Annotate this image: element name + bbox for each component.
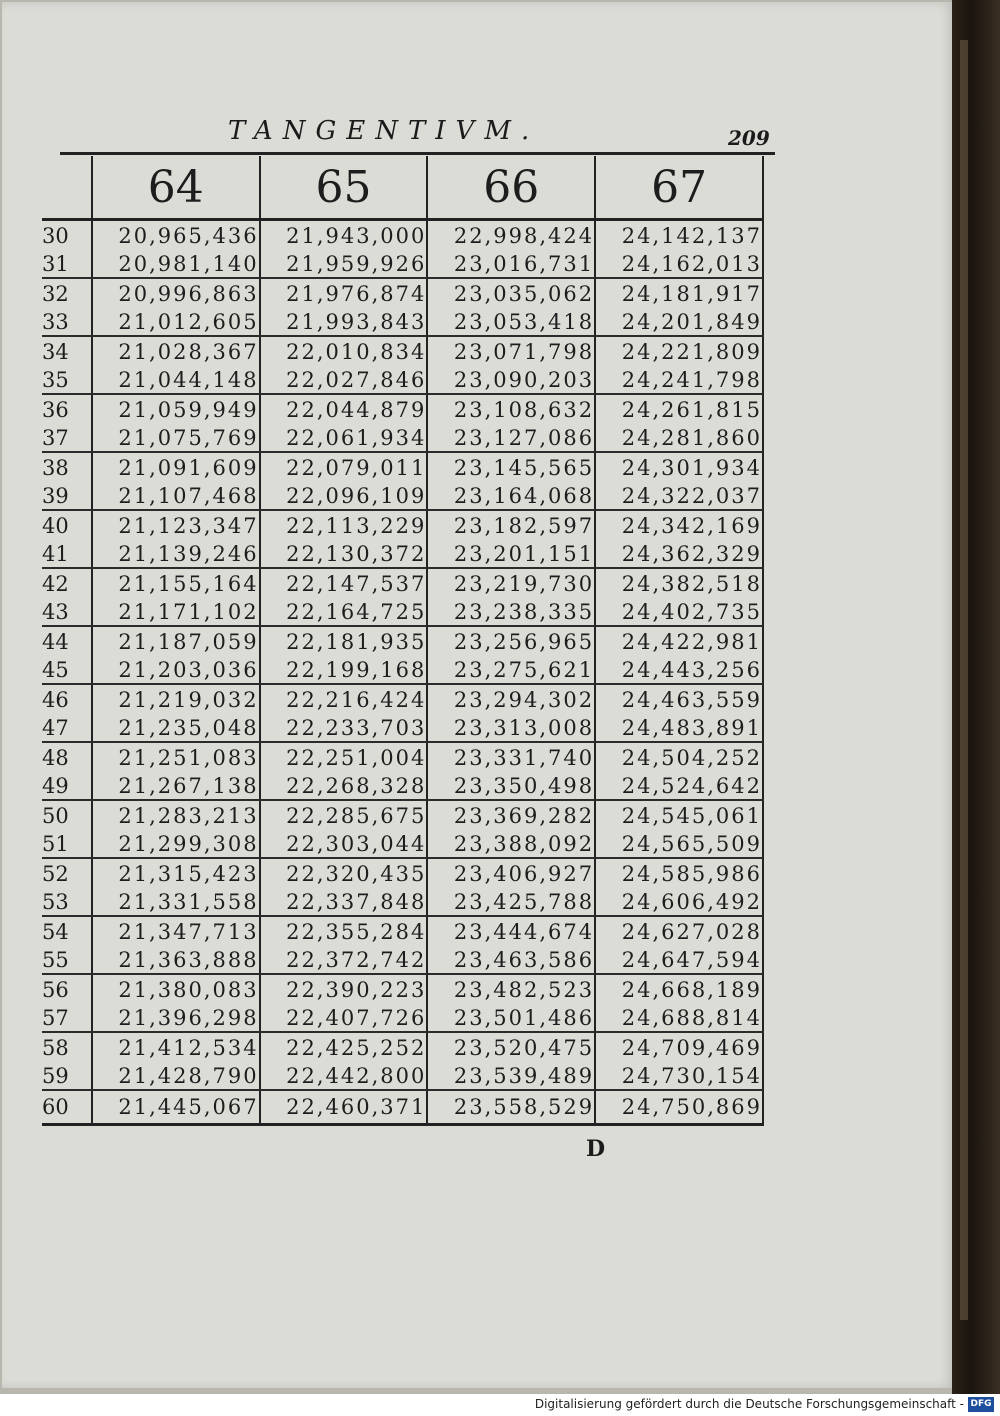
- tangent-value: 21,396,298: [92, 1004, 260, 1032]
- tangent-value: 21,155,164: [92, 568, 260, 598]
- minute-label: 31: [42, 250, 92, 278]
- tangent-value: 23,201,151: [427, 540, 595, 568]
- table-row: [42, 800, 763, 830]
- minute-label: 49: [42, 772, 92, 800]
- tangent-value: 24,221,809: [595, 336, 763, 366]
- table-row: [42, 742, 763, 772]
- tangent-value: 21,187,059: [92, 626, 260, 656]
- table-row: [42, 1062, 763, 1090]
- minute-label: 56: [42, 974, 92, 1004]
- minute-label: 40: [42, 510, 92, 540]
- tangent-value: 23,463,586: [427, 946, 595, 974]
- tangent-value: 24,443,256: [595, 656, 763, 684]
- minute-label: 48: [42, 742, 92, 772]
- tangent-value: 22,320,435: [260, 858, 428, 888]
- tangent-value: 24,463,559: [595, 684, 763, 714]
- tangent-value: 22,027,846: [260, 366, 428, 394]
- minute-label: 51: [42, 830, 92, 858]
- tangent-value: 21,445,067: [92, 1090, 260, 1125]
- tangent-value: 22,303,044: [260, 830, 428, 858]
- tangent-value: 23,350,498: [427, 772, 595, 800]
- minute-label: 57: [42, 1004, 92, 1032]
- table-row: [42, 394, 763, 424]
- tangent-value: 23,219,730: [427, 568, 595, 598]
- minute-label: 35: [42, 366, 92, 394]
- minute-label: 53: [42, 888, 92, 916]
- minute-label: 60: [42, 1090, 92, 1125]
- tangent-value: 24,688,814: [595, 1004, 763, 1032]
- minute-label: 38: [42, 452, 92, 482]
- column-header: 64: [92, 156, 260, 220]
- tangent-value: 24,709,469: [595, 1032, 763, 1062]
- page-number: 209: [728, 126, 770, 150]
- tangent-value: 22,147,537: [260, 568, 428, 598]
- tangent-value: 21,139,246: [92, 540, 260, 568]
- tangent-value: 21,251,083: [92, 742, 260, 772]
- tangent-value: 23,016,731: [427, 250, 595, 278]
- table-row: [42, 510, 763, 540]
- tangent-value: 22,251,004: [260, 742, 428, 772]
- tangent-value: 21,976,874: [260, 278, 428, 308]
- table-row: [42, 336, 763, 366]
- tangent-value: 22,233,703: [260, 714, 428, 742]
- minute-label: 55: [42, 946, 92, 974]
- header-rule: [60, 152, 775, 155]
- tangent-value: 24,647,594: [595, 946, 763, 974]
- tangent-value: 24,730,154: [595, 1062, 763, 1090]
- minute-label: 34: [42, 336, 92, 366]
- tangent-value: 22,216,424: [260, 684, 428, 714]
- tangent-value: 24,301,934: [595, 452, 763, 482]
- tangent-value: 24,606,492: [595, 888, 763, 916]
- tangent-value: 23,331,740: [427, 742, 595, 772]
- tangent-value: 21,412,534: [92, 1032, 260, 1062]
- dfg-logo: DFG: [968, 1397, 994, 1412]
- tangent-value: 22,044,879: [260, 394, 428, 424]
- tangent-value: 22,442,800: [260, 1062, 428, 1090]
- tangent-value: 23,388,092: [427, 830, 595, 858]
- tangent-value: 22,285,675: [260, 800, 428, 830]
- tangent-value: 21,283,213: [92, 800, 260, 830]
- tangent-value: 23,482,523: [427, 974, 595, 1004]
- tangent-value: 21,380,083: [92, 974, 260, 1004]
- tangent-value: 24,402,735: [595, 598, 763, 626]
- tangent-value: 21,428,790: [92, 1062, 260, 1090]
- tangent-value: 23,108,632: [427, 394, 595, 424]
- minute-label: 47: [42, 714, 92, 742]
- tangent-value: 23,425,788: [427, 888, 595, 916]
- tangent-value: 22,998,424: [427, 220, 595, 251]
- tangent-value: 24,322,037: [595, 482, 763, 510]
- minute-label: 52: [42, 858, 92, 888]
- tangent-value: 24,201,849: [595, 308, 763, 336]
- minute-label: 45: [42, 656, 92, 684]
- tangent-value: 21,347,713: [92, 916, 260, 946]
- table-row: [42, 626, 763, 656]
- tangent-value: 23,090,203: [427, 366, 595, 394]
- tangent-value: 23,539,489: [427, 1062, 595, 1090]
- tangent-value: 22,164,725: [260, 598, 428, 626]
- tangent-value: 22,337,848: [260, 888, 428, 916]
- tangent-value: 24,524,642: [595, 772, 763, 800]
- catchword: D: [586, 1136, 606, 1162]
- tangent-value: 24,181,917: [595, 278, 763, 308]
- tangent-value: 21,299,308: [92, 830, 260, 858]
- tangent-value: 21,028,367: [92, 336, 260, 366]
- tangent-value: 21,203,036: [92, 656, 260, 684]
- tangent-value: 21,123,347: [92, 510, 260, 540]
- minute-label: 46: [42, 684, 92, 714]
- tangent-value: 21,943,000: [260, 220, 428, 251]
- minute-label: 32: [42, 278, 92, 308]
- column-header: 66: [427, 156, 595, 220]
- table-row: [42, 250, 763, 278]
- tangent-value: 24,142,137: [595, 220, 763, 251]
- table-row: [42, 974, 763, 1004]
- column-header-row: [42, 156, 763, 220]
- minute-label: 41: [42, 540, 92, 568]
- tangent-value: 23,127,086: [427, 424, 595, 452]
- tangent-value: 22,372,742: [260, 946, 428, 974]
- tangent-value: 24,668,189: [595, 974, 763, 1004]
- tangent-value: 24,483,891: [595, 714, 763, 742]
- table-row: [42, 916, 763, 946]
- table-row: [42, 482, 763, 510]
- minute-label: 59: [42, 1062, 92, 1090]
- tangent-value: 22,010,834: [260, 336, 428, 366]
- tangent-value: 22,355,284: [260, 916, 428, 946]
- tangent-value: 22,130,372: [260, 540, 428, 568]
- tangent-value: 23,406,927: [427, 858, 595, 888]
- tangent-value: 21,267,138: [92, 772, 260, 800]
- minute-label: 42: [42, 568, 92, 598]
- footer-bar: [0, 1394, 1000, 1416]
- tangent-value: 24,162,013: [595, 250, 763, 278]
- tangent-value: 21,091,609: [92, 452, 260, 482]
- tangent-value: 24,342,169: [595, 510, 763, 540]
- tangent-table: [42, 156, 764, 1126]
- table-row: [42, 568, 763, 598]
- tangent-value: 24,241,798: [595, 366, 763, 394]
- tangent-value: 22,425,252: [260, 1032, 428, 1062]
- table-row: [42, 452, 763, 482]
- tangent-value: 23,145,565: [427, 452, 595, 482]
- tangent-value: 24,362,329: [595, 540, 763, 568]
- tangent-value: 21,993,843: [260, 308, 428, 336]
- column-header: 65: [260, 156, 428, 220]
- tangent-value: 23,501,486: [427, 1004, 595, 1032]
- tangent-value: 20,996,863: [92, 278, 260, 308]
- tangent-value: 21,059,949: [92, 394, 260, 424]
- tangent-value: 23,164,068: [427, 482, 595, 510]
- tangent-value: 24,627,028: [595, 916, 763, 946]
- minute-label: 50: [42, 800, 92, 830]
- tangent-value: 23,238,335: [427, 598, 595, 626]
- tangent-value: 23,444,674: [427, 916, 595, 946]
- tangent-value: 21,044,148: [92, 366, 260, 394]
- minute-label: 39: [42, 482, 92, 510]
- tangent-value: 22,181,935: [260, 626, 428, 656]
- tangent-value: 22,079,011: [260, 452, 428, 482]
- table-row: [42, 772, 763, 800]
- tangent-value: 23,182,597: [427, 510, 595, 540]
- tangent-value: 24,504,252: [595, 742, 763, 772]
- minute-label: 43: [42, 598, 92, 626]
- table-row: [42, 656, 763, 684]
- table-row: [42, 308, 763, 336]
- tangent-value: 22,460,371: [260, 1090, 428, 1125]
- tangent-value: 24,261,815: [595, 394, 763, 424]
- table-row: [42, 540, 763, 568]
- table-row: [42, 1004, 763, 1032]
- minute-label: 33: [42, 308, 92, 336]
- tangent-value: 22,113,229: [260, 510, 428, 540]
- minute-label: 37: [42, 424, 92, 452]
- column-header: 67: [595, 156, 763, 220]
- tangent-value: 22,407,726: [260, 1004, 428, 1032]
- tangent-value: 21,107,468: [92, 482, 260, 510]
- tangent-value: 22,096,109: [260, 482, 428, 510]
- table-row: [42, 366, 763, 394]
- tangent-value: 23,053,418: [427, 308, 595, 336]
- table-row: [42, 946, 763, 974]
- tangent-value: 20,965,436: [92, 220, 260, 251]
- corner-cell: [42, 156, 92, 220]
- tangent-value: 21,363,888: [92, 946, 260, 974]
- tangent-value: 23,520,475: [427, 1032, 595, 1062]
- minute-label: 54: [42, 916, 92, 946]
- tangent-value: 21,171,102: [92, 598, 260, 626]
- tangent-value: 21,235,048: [92, 714, 260, 742]
- tangent-value: 21,075,769: [92, 424, 260, 452]
- table-row: [42, 858, 763, 888]
- table-body: [42, 220, 763, 1125]
- footer-credit: Digitalisierung gefördert durch die Deutsche Forschungsgemeinschaft -: [534, 1397, 964, 1411]
- table-row: [42, 220, 763, 251]
- spine-edge: [960, 40, 968, 1320]
- tangent-value: 20,981,140: [92, 250, 260, 278]
- tangent-value: 23,558,529: [427, 1090, 595, 1125]
- tangent-value: 21,315,423: [92, 858, 260, 888]
- table-row: [42, 1090, 763, 1125]
- tangent-value: 24,750,869: [595, 1090, 763, 1125]
- table-row: [42, 1032, 763, 1062]
- tangent-value: 23,035,062: [427, 278, 595, 308]
- minute-label: 36: [42, 394, 92, 424]
- running-head: TANGENTIVM.: [228, 116, 540, 146]
- table-row: [42, 278, 763, 308]
- table-row: [42, 714, 763, 742]
- tangent-value: 23,071,798: [427, 336, 595, 366]
- minute-label: 30: [42, 220, 92, 251]
- tangent-value: 24,565,509: [595, 830, 763, 858]
- table-row: [42, 684, 763, 714]
- tangent-value: 22,268,328: [260, 772, 428, 800]
- tangent-value: 24,585,986: [595, 858, 763, 888]
- tangent-value: 23,369,282: [427, 800, 595, 830]
- tangent-value: 22,390,223: [260, 974, 428, 1004]
- tangent-value: 21,331,558: [92, 888, 260, 916]
- tangent-value: 23,256,965: [427, 626, 595, 656]
- tangent-value: 22,061,934: [260, 424, 428, 452]
- table-row: [42, 424, 763, 452]
- tangent-value: 24,281,860: [595, 424, 763, 452]
- tangent-value: 21,012,605: [92, 308, 260, 336]
- minute-label: 44: [42, 626, 92, 656]
- table-row: [42, 598, 763, 626]
- table-row: [42, 888, 763, 916]
- tangent-value: 23,275,621: [427, 656, 595, 684]
- tangent-value: 23,313,008: [427, 714, 595, 742]
- tangent-value: 21,959,926: [260, 250, 428, 278]
- tangent-value: 23,294,302: [427, 684, 595, 714]
- tangent-value: 21,219,032: [92, 684, 260, 714]
- tangent-value: 24,382,518: [595, 568, 763, 598]
- tangent-value: 24,422,981: [595, 626, 763, 656]
- tangent-value: 22,199,168: [260, 656, 428, 684]
- table-row: [42, 830, 763, 858]
- minute-label: 58: [42, 1032, 92, 1062]
- tangent-value: 24,545,061: [595, 800, 763, 830]
